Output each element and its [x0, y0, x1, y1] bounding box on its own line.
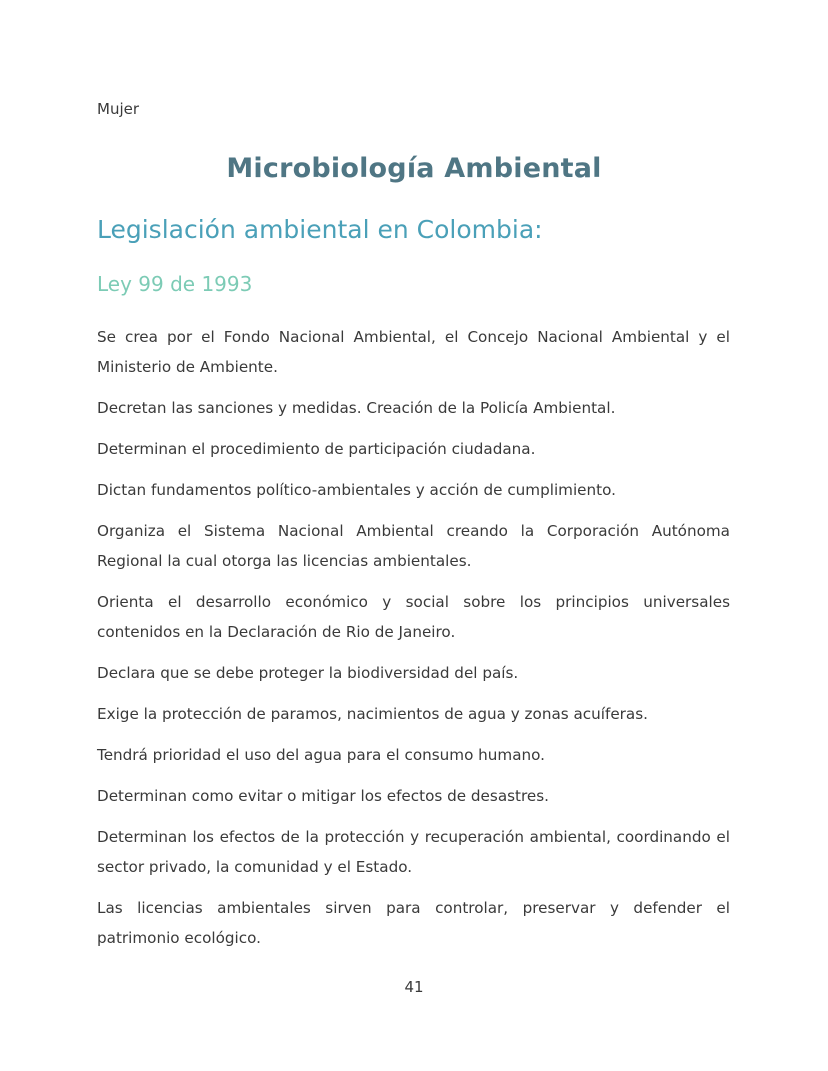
paragraph: Tendrá prioridad el uso del agua para el consumo humano.: [97, 746, 546, 764]
paragraph: Dictan fundamentos político-ambientales y acción de cumplimiento.: [97, 481, 616, 499]
paragraph: Declara que se debe proteger la biodiversidad del país.: [97, 664, 519, 682]
body-content: [97, 322, 730, 964]
paragraph: Determinan los efectos de la protección y recuperación ambiental, coordinando el sector privado, la comunidad y el Estado.: [97, 828, 730, 876]
header-label: Mujer: [97, 100, 140, 118]
page-title: Microbiología Ambiental: [226, 153, 602, 184]
paragraph: Las licencias ambientales sirven para controlar, preservar y defender el patrimonio ecológico.: [97, 899, 730, 947]
page-number: 41: [404, 978, 424, 996]
section-heading: Legislación ambiental en Colombia:: [97, 215, 543, 244]
paragraph: Determinan como evitar o mitigar los efectos de desastres.: [97, 787, 549, 805]
paragraph: Organiza el Sistema Nacional Ambiental creando la Corporación Autónoma Regional la cual otorga las licencias ambientales.: [97, 522, 730, 570]
paragraph: Orienta el desarrollo económico y social sobre los principios universales contenidos en la Declaración de Rio de Janeiro.: [97, 593, 730, 641]
sub-heading: Ley 99 de 1993: [97, 272, 253, 296]
paragraph: Se crea por el Fondo Nacional Ambiental, el Concejo Nacional Ambiental y el Ministerio de Ambiente.: [97, 328, 730, 376]
paragraph: Determinan el procedimiento de participación ciudadana.: [97, 440, 536, 458]
paragraph: Exige la protección de paramos, nacimientos de agua y zonas acuíferas.: [97, 705, 648, 723]
paragraph: Decretan las sanciones y medidas. Creación de la Policía Ambiental.: [97, 399, 616, 417]
